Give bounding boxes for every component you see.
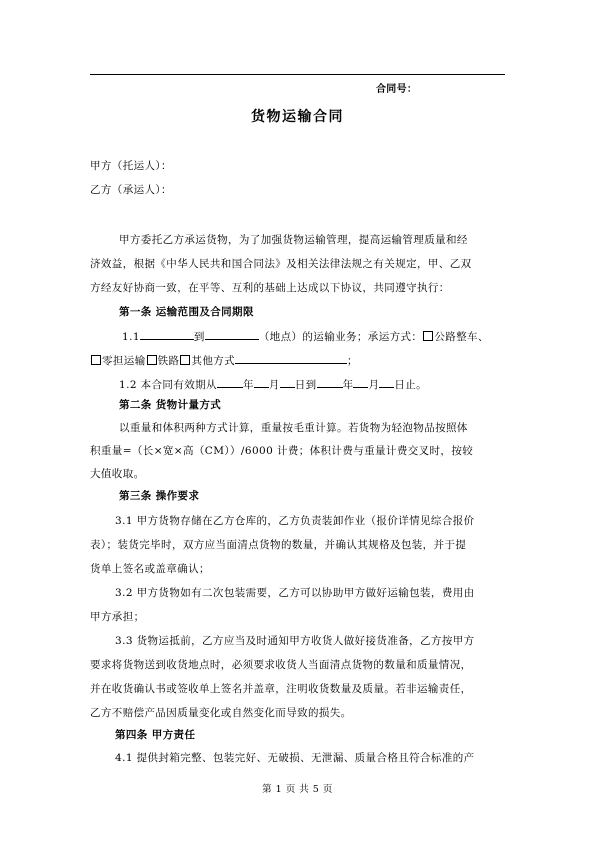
month-text: 月 (268, 379, 280, 391)
clause-1-2-line (119, 376, 427, 392)
destination-blank[interactable] (205, 328, 259, 340)
option-other: 其他方式 (191, 355, 236, 367)
article-3-line: 表）；装货完毕时，双方应当面清点货物的数量，并确认其规格及包装，并于提 (90, 539, 467, 551)
article-3-line: 3.1 甲方货物存储在乙方仓库的，乙方负责装卸作业（报价详情见综合报价 (115, 515, 475, 527)
clause-1-1-mid: （地点）的运输业务；承运方式： (258, 331, 423, 343)
year-text: 年 (342, 379, 354, 391)
end-year-blank[interactable] (317, 376, 343, 388)
party-a-line: 甲方（托运人）： (90, 160, 172, 172)
article-2-line: 以重量和体积两种方式计算，重量按毛重计算。若货物为轻泡物品按照体 (119, 422, 468, 434)
other-method-blank[interactable] (235, 352, 347, 364)
clause-1-1-number: 1.1 (122, 331, 140, 343)
clause-1-2-prefix: 1.2 本合同有效期从 (119, 379, 217, 391)
option-full-truck: 公路整车、 (434, 331, 489, 343)
header-rule (90, 74, 505, 75)
article-3-heading: 第三条 操作要求 (119, 490, 200, 502)
article-3-line: 货单上签名或盖章确认； (90, 563, 210, 575)
article-4-heading: 第四条 甲方责任 (115, 729, 196, 741)
article-2-line: 大值收取。 (90, 468, 145, 480)
preamble-line: 方经友好协商一致，在平等、互利的基础上达成以下协议，共同遵守执行： (90, 282, 450, 294)
article-3-line: 甲方承担； (90, 611, 145, 623)
start-month-blank[interactable] (254, 376, 269, 388)
article-3-line: 并在收货确认书或签收单上签名并盖章，注明收货数量及质量。若非运输责任， (90, 683, 472, 695)
preamble-line: 济效益，根据《中华人民共和国合同法》及相关法律法规之有关规定，甲、乙双 (90, 258, 472, 270)
article-1-heading: 第一条 运输范围及合同期限 (119, 306, 254, 318)
option-ltl: 零担运输 (102, 355, 146, 367)
checkbox-icon[interactable] (91, 355, 101, 365)
checkbox-icon[interactable] (147, 355, 157, 365)
article-2-heading: 第二条 货物计量方式 (119, 399, 222, 411)
checkbox-icon[interactable] (180, 355, 190, 365)
article-2-line: 积重量=（长×宽×高（CM））/6000 计费；体积计费与重量计费交叉时，按较 (90, 445, 474, 457)
clause-1-1-line (122, 328, 489, 344)
article-3-line: 3.3 货物运抵前，乙方应当及时通知甲方收货人做好接货准备，乙方按甲方 (115, 635, 475, 647)
start-day-blank[interactable] (280, 376, 295, 388)
day-end-text: 日止。 (394, 379, 428, 391)
to-text: 到 (193, 331, 205, 343)
article-3-line: 3.2 甲方货物如有二次包装需要，乙方可以协助甲方做好运输包装，费用由 (115, 587, 475, 599)
clause-1-1-cont-line (90, 352, 358, 368)
end-day-blank[interactable] (379, 376, 394, 388)
article-4-line: 4.1 提供封箱完整、包装完好、无破损、无泄漏、质量合格且符合标准的产 (115, 752, 475, 764)
party-b-line: 乙方（承运人）： (90, 184, 172, 196)
contract-number-label: 合同号： (376, 84, 418, 95)
clause-1-1-end: ； (347, 355, 358, 367)
origin-blank[interactable] (140, 328, 194, 340)
page-number-footer: 第 1 页 共 5 页 (262, 784, 333, 795)
article-3-line: 乙方不赔偿产品因质量变化或自然变化而导致的损失。 (90, 707, 352, 719)
checkbox-icon[interactable] (423, 331, 433, 341)
article-3-line: 要求将货物送到收货地点时，必须要求收货人当面清点货物的数量和质量情况， (90, 659, 472, 671)
day-to-text: 日到 (294, 379, 317, 391)
year-text: 年 (242, 379, 254, 391)
document-title: 货物运输合同 (251, 109, 344, 125)
start-year-blank[interactable] (217, 376, 243, 388)
option-railway: 铁路 (157, 355, 180, 367)
preamble-line: 甲方委托乙方承运货物，为了加强货物运输管理，提高运输管理质量和经 (119, 234, 468, 246)
end-month-blank[interactable] (353, 376, 368, 388)
month-text: 月 (368, 379, 380, 391)
